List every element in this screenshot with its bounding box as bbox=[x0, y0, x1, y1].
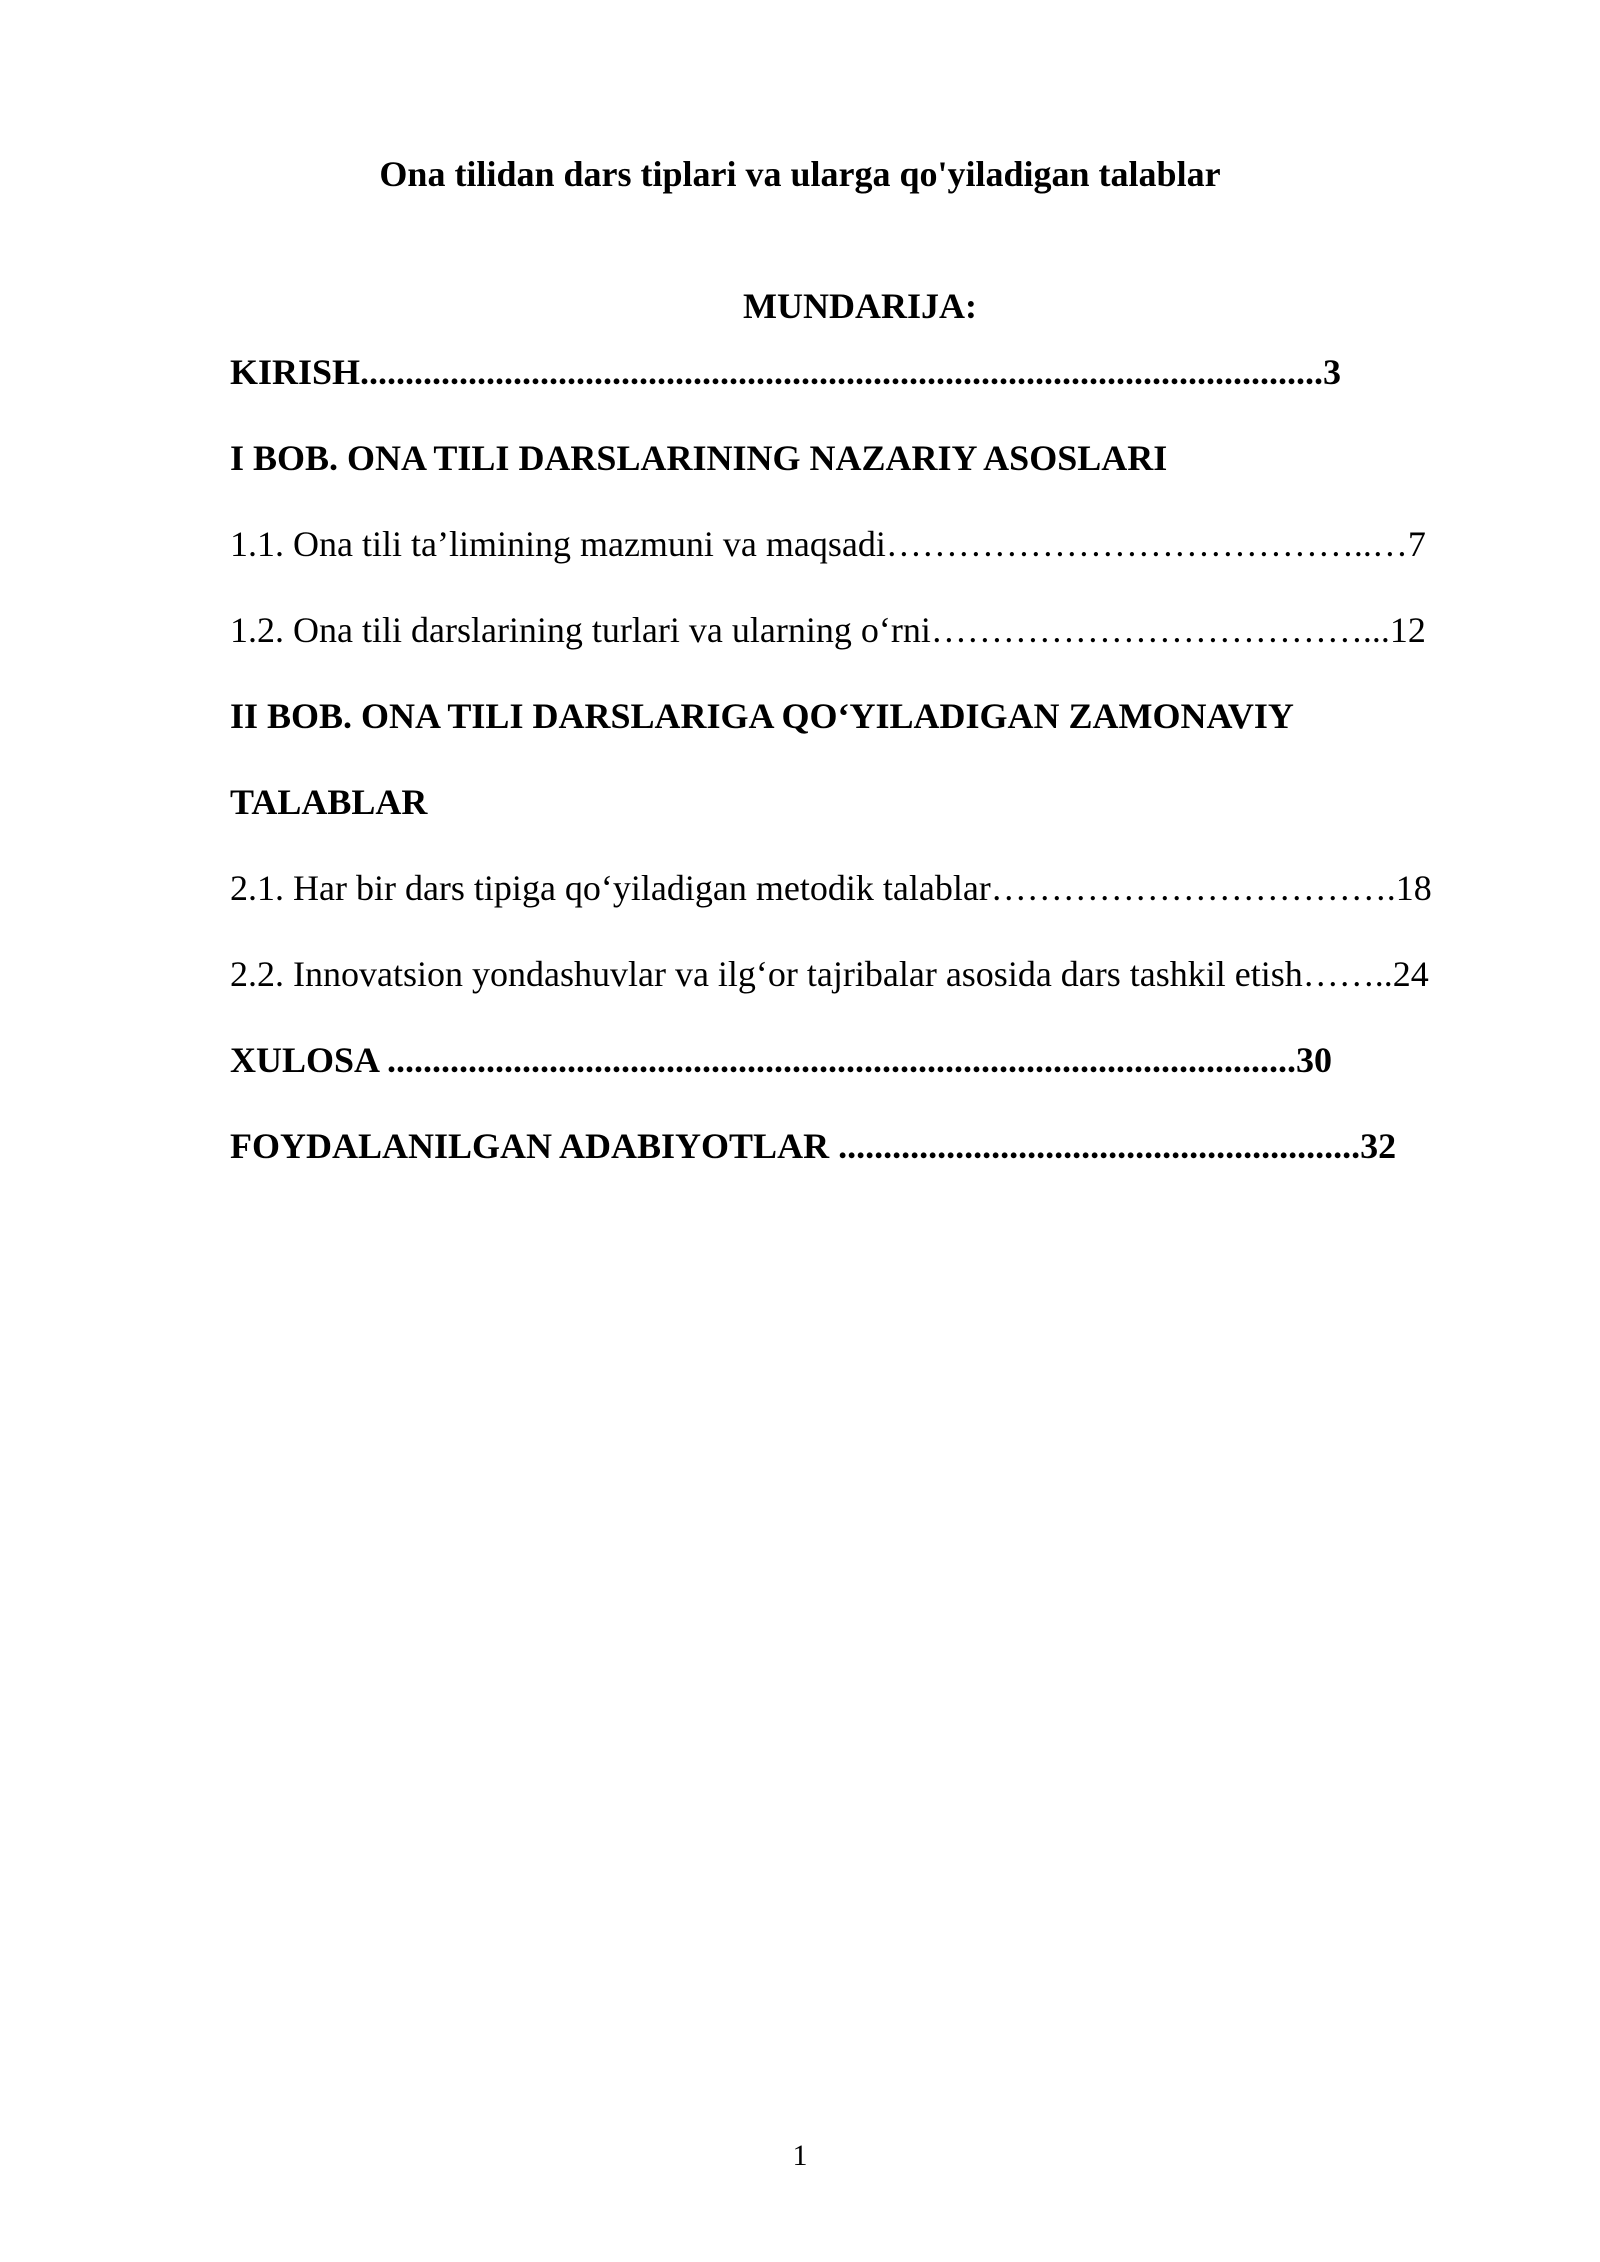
toc-entry-section-1-1: 1.1. Ona tili ta’limining mazmuni va maqsadi…………………………………..…7 bbox=[230, 524, 1426, 564]
toc-entry-conclusion: XULOSA .....................................................................................................30 bbox=[230, 1040, 1333, 1080]
toc-entry-section-2-1: 2.1. Har bir dars tipiga qo‘yiladigan metodik talablar…………………………….18 bbox=[230, 868, 1432, 908]
toc-entry-chapter-2: II BOB. ONA TILI DARSLARIGA QO‘YILADIGAN ZAMONAVIY bbox=[230, 696, 1294, 736]
toc-entry-chapter-2-continued: TALABLAR bbox=[230, 782, 428, 822]
toc-entry-section-1-2: 1.2. Ona tili darslarining turlari va ularning o‘rni………………………………...12 bbox=[230, 610, 1426, 650]
toc-entry-introduction: KIRISH...........................................................................................................3 bbox=[230, 352, 1342, 392]
toc-entry-chapter-1: I BOB. ONA TILI DARSLARINING NAZARIY ASOSLARI bbox=[230, 438, 1168, 478]
document-title: Ona tilidan dars tiplari va ularga qo'yiladigan talablar bbox=[379, 154, 1221, 194]
toc-entry-section-2-2: 2.2. Innovatsion yondashuvlar va ilg‘or tajribalar asosida dars tashkil etish……..24 bbox=[230, 954, 1429, 994]
toc-entry-references: FOYDALANILGAN ADABIYOTLAR ..........................................................32 bbox=[230, 1126, 1397, 1166]
table-of-contents-heading: MUNDARIJA: bbox=[743, 286, 977, 326]
page-number: 1 bbox=[792, 2139, 808, 2172]
